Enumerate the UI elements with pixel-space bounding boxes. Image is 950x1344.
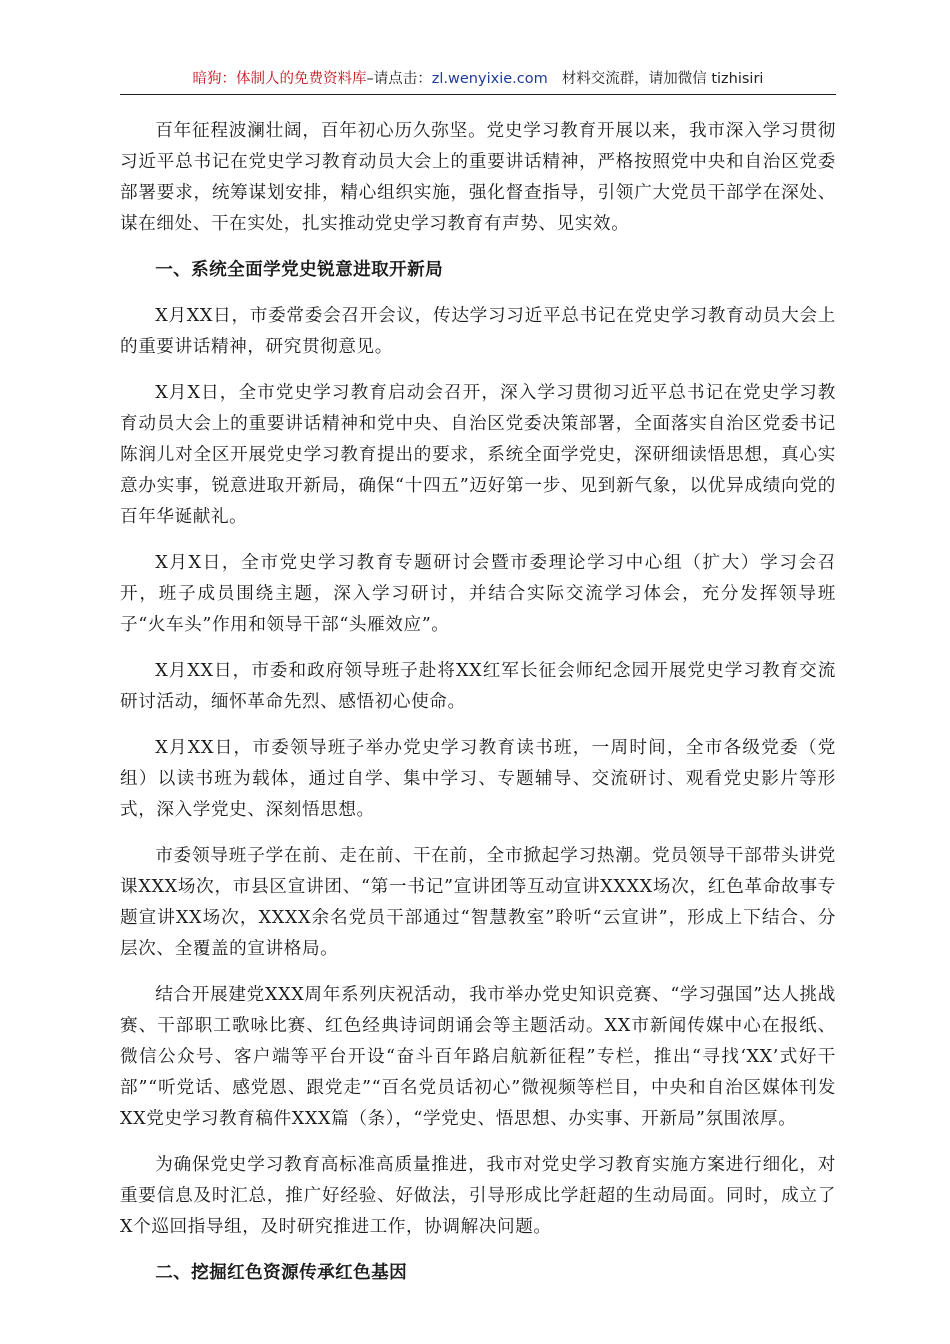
- paragraph-1: X月XX日，市委常委会召开会议，传达学习习近平总书记在党史学习教育动员大会上的重要讲话精神，研究贯彻意见。: [120, 306, 836, 357]
- paragraph-8: 为确保党史学习教育高标准高质量推进，我市对党史学习教育实施方案进行细化，对重要信息及时汇总，推广好经验、好做法，引导形成比学赶超的生动局面。同时，成立了X个巡回指导组，及时研究推进工作，协调解决问题。: [120, 1155, 836, 1237]
- document-body: [120, 116, 836, 1304]
- paragraph-4: X月XX日，市委和政府领导班子赴将XX红军长征会师纪念园开展党史学习教育交流研讨活动，缅怀革命先烈、感悟初心使命。: [120, 661, 836, 712]
- section-1-heading: 一、系统全面学党史锐意进取开新局: [155, 260, 444, 280]
- section-2-heading: 二、挖掘红色资源传承红色基因: [155, 1263, 408, 1283]
- header-click-prefix: –请点击：: [366, 71, 432, 87]
- header-brand[interactable]: 暗狗：体制人的免费资料库: [192, 71, 367, 87]
- paragraph-5: X月XX日，市委领导班子举办党史学习教育读书班，一周时间，全市各级党委（党组）以读书班为载体，通过自学、集中学习、专题辅导、交流研讨、观看党史影片等形式，深入学党史、深刻悟思想。: [120, 738, 836, 820]
- page-header: [120, 66, 836, 95]
- header-url-link[interactable]: zl.wenyixie.com: [431, 71, 548, 87]
- intro-paragraph: 百年征程波澜壮阔，百年初心历久弥坚。党史学习教育开展以来，我市深入学习贯彻习近平总书记在党史学习教育动员大会上的重要讲话精神，严格按照党中央和自治区党委部署要求，统筹谋划安排，精心组织实施，强化督查指导，引领广大党员干部学在深处、谋在细处、干在实处，扎实推动党史学习教育有声势、见实效。: [120, 121, 836, 234]
- header-group-text: 材料交流群，请加微信 tizhisiri: [561, 71, 764, 87]
- paragraph-2: X月X日，全市党史学习教育启动会召开，深入学习贯彻习近平总书记在党史学习教育动员大会上的重要讲话精神和党中央、自治区党委决策部署，全面落实自治区党委书记陈润儿对全区开展党史学习教育提出的要求，系统全面学党史，深研细读悟思想，真心实意办实事，锐意进取开新局，确保“十四五”迈好第一步、见到新气象，以优异成绩向党的百年华诞献礼。: [120, 383, 836, 527]
- paragraph-3: X月X日，全市党史学习教育专题研讨会暨市委理论学习中心组（扩大）学习会召开，班子成员围绕主题，深入学习研讨，并结合实际交流学习体会，充分发挥领导班子“火车头”作用和领导干部“头雁效应”。: [120, 553, 836, 635]
- paragraph-6: 市委领导班子学在前、走在前、干在前，全市掀起学习热潮。党员领导干部带头讲党课XXX场次，市县区宣讲团、“第一书记”宣讲团等互动宣讲XXXX场次，红色革命故事专题宣讲XX场次，XXXX余名党员干部通过“智慧教室”聆听“云宣讲”，形成上下结合、分层次、全覆盖的宣讲格局。: [120, 846, 836, 959]
- paragraph-7: 结合开展建党XXX周年系列庆祝活动，我市举办党史知识竞赛、“学习强国”达人挑战赛、干部职工歌咏比赛、红色经典诗词朗诵会等主题活动。XX市新闻传媒中心在报纸、微信公众号、客户端等平台开设“奋斗百年路启航新征程”专栏，推出“寻找‘XX’式好干部”“听党话、感党恩、跟党走”“百名党员话初心”微视频等栏目，中央和自治区媒体刊发XX党史学习教育稿件XXX篇（条），“学党史、悟思想、办实事、开新局”氛围浓厚。: [120, 985, 836, 1129]
